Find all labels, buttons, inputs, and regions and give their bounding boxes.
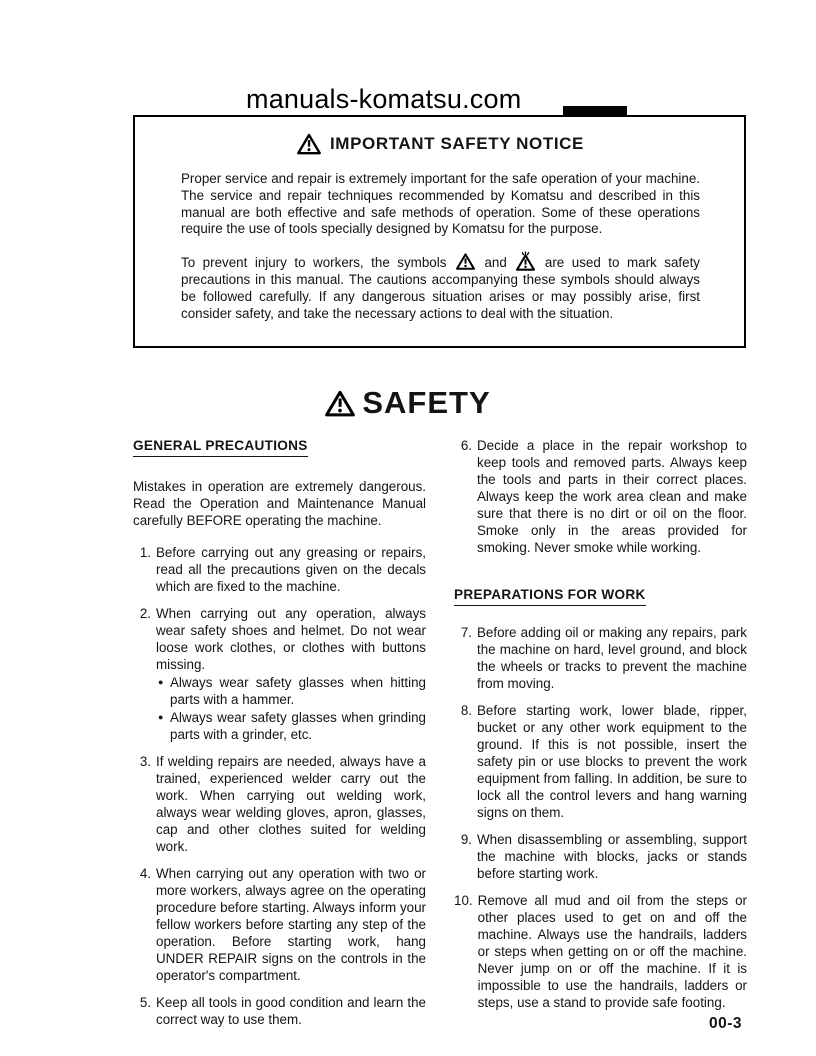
- section-heading-preparations-for-work: [454, 586, 747, 606]
- intro-paragraph: Mistakes in operation are extremely dangerous. Read the Operation and Maintenance Manual carefully BEFORE operating the machine.: [133, 479, 426, 528]
- warning-triangle-icon: [456, 253, 475, 270]
- watermark-text: manuals-komatsu.com: [246, 84, 522, 114]
- notice-paragraph-2-after: are used to mark safety precautions in this manual. The cautions accompanying these symbols should always be followed carefully. If any dangerous situation arises or may possibly arise, first consider safety, and take the necessary actions to deal with the situation.: [181, 255, 700, 321]
- list-item: [454, 831, 747, 882]
- item-number: 3.: [139, 754, 151, 769]
- bullet-icon: ●: [158, 677, 164, 687]
- bullet-item: [156, 674, 426, 708]
- list-item: [133, 865, 426, 984]
- safety-title-text: SAFETY: [362, 385, 491, 420]
- list-item: [454, 892, 747, 1011]
- item-text: Remove all mud and oil from the steps or other places used to get on and off the machine. Always use the handrails, ladders or steps when getting on or off the machine. Never jump on or off the machine. If it is impossible to use the handrails, ladders or steps, use a stand to provide safe footing.: [477, 893, 747, 1010]
- item-text: When disassembling or assembling, support the machine with blocks, jacks or stands before starting work.: [477, 832, 747, 881]
- item-text: When carrying out any operation with two or more workers, always agree on the operating procedure before starting. Always inform your fellow workers before starting any step of the operation. Before starting work, hang UNDER REPAIR signs on the controls in the operator's compartment.: [156, 866, 426, 983]
- item-text: Before starting work, lower blade, ripper, bucket or any other work equipment to the ground. If this is not possible, insert the safety pin or use blocks to prevent the work equipment from falling. In addition, be sure to lock all the control levers and hang warning signs on them.: [477, 703, 747, 820]
- item-number: 9.: [460, 832, 472, 847]
- section-heading-text: GENERAL PRECAUTIONS: [133, 437, 308, 457]
- item-number: 4.: [139, 866, 151, 881]
- list-item: [133, 605, 426, 743]
- bullet-text: Always wear safety glasses when hitting parts with a hammer.: [170, 675, 426, 707]
- list-item: [454, 437, 747, 556]
- item-number: 6.: [460, 438, 472, 453]
- left-column: [133, 437, 426, 1038]
- right-column: [454, 437, 747, 1038]
- warning-triangle-alt-icon: [516, 251, 535, 271]
- item-text: Keep all tools in good condition and learn the correct way to use them.: [156, 995, 426, 1027]
- list-item: [133, 753, 426, 855]
- notice-title-row: [181, 133, 700, 155]
- notice-paragraph-2-before: To prevent injury to workers, the symbols: [181, 255, 447, 271]
- section-heading-text: PREPARATIONS FOR WORK: [454, 586, 646, 606]
- section-heading-general-precautions: [133, 437, 426, 457]
- bullet-item: [156, 709, 426, 743]
- item-text: Before carrying out any greasing or repairs, read all the precautions given on the decals which are fixed to the machine.: [156, 545, 426, 594]
- item-number: 5.: [139, 995, 151, 1010]
- list-item: [454, 624, 747, 692]
- item-number: 7.: [460, 625, 472, 640]
- item-text: [156, 605, 426, 743]
- bullet-text: Always wear safety glasses when grinding parts with a grinder, etc.: [170, 710, 426, 742]
- item-number: 10.: [454, 893, 473, 908]
- warning-triangle-icon: [297, 133, 321, 155]
- list-item: [454, 702, 747, 821]
- item-text-main: When carrying out any operation, always wear safety shoes and helmet. Do not wear loose work clothes, or clothes with buttons missing.: [156, 606, 426, 672]
- list-item: [133, 544, 426, 595]
- notice-paragraph-1: Proper service and repair is extremely important for the safe operation of your machine. The service and repair techniques recommended by Komatsu and described in this manual are both effective and safe methods of operation. Some of these operations require the use of tools specially designed by Komatsu for the purpose.: [181, 171, 700, 237]
- notice-title: IMPORTANT SAFETY NOTICE: [329, 134, 584, 153]
- safety-page-title: [0, 385, 816, 421]
- notice-paragraph-2: [181, 251, 700, 322]
- warning-triangle-icon: [325, 389, 355, 416]
- item-number: 8.: [460, 703, 472, 718]
- list-item: [133, 994, 426, 1028]
- important-safety-notice-box: [133, 115, 746, 348]
- bullet-icon: ●: [158, 712, 164, 722]
- item-text: Decide a place in the repair workshop to keep tools and removed parts. Always keep the tools and parts in their correct places. Always keep the work area clean and make sure that there is no dirt or oil on the floor. Smoke only in the areas provided for smoking. Never smoke while working.: [477, 438, 747, 555]
- notice-paragraph-2-mid: and: [484, 255, 507, 271]
- item-number: 1.: [139, 545, 151, 560]
- page-number: 00-3: [708, 1015, 742, 1032]
- item-text: If welding repairs are needed, always have a trained, experienced welder carry out the work. When carrying out welding work, always wear welding gloves, apron, glasses, cap and other clothes suited for welding work.: [156, 754, 426, 854]
- two-column-body: [133, 437, 747, 1038]
- item-number: 2.: [139, 606, 151, 621]
- item-text: Before adding oil or making any repairs, park the machine on hard, level ground, and block the wheels or tracks to prevent the machine from moving.: [477, 625, 747, 691]
